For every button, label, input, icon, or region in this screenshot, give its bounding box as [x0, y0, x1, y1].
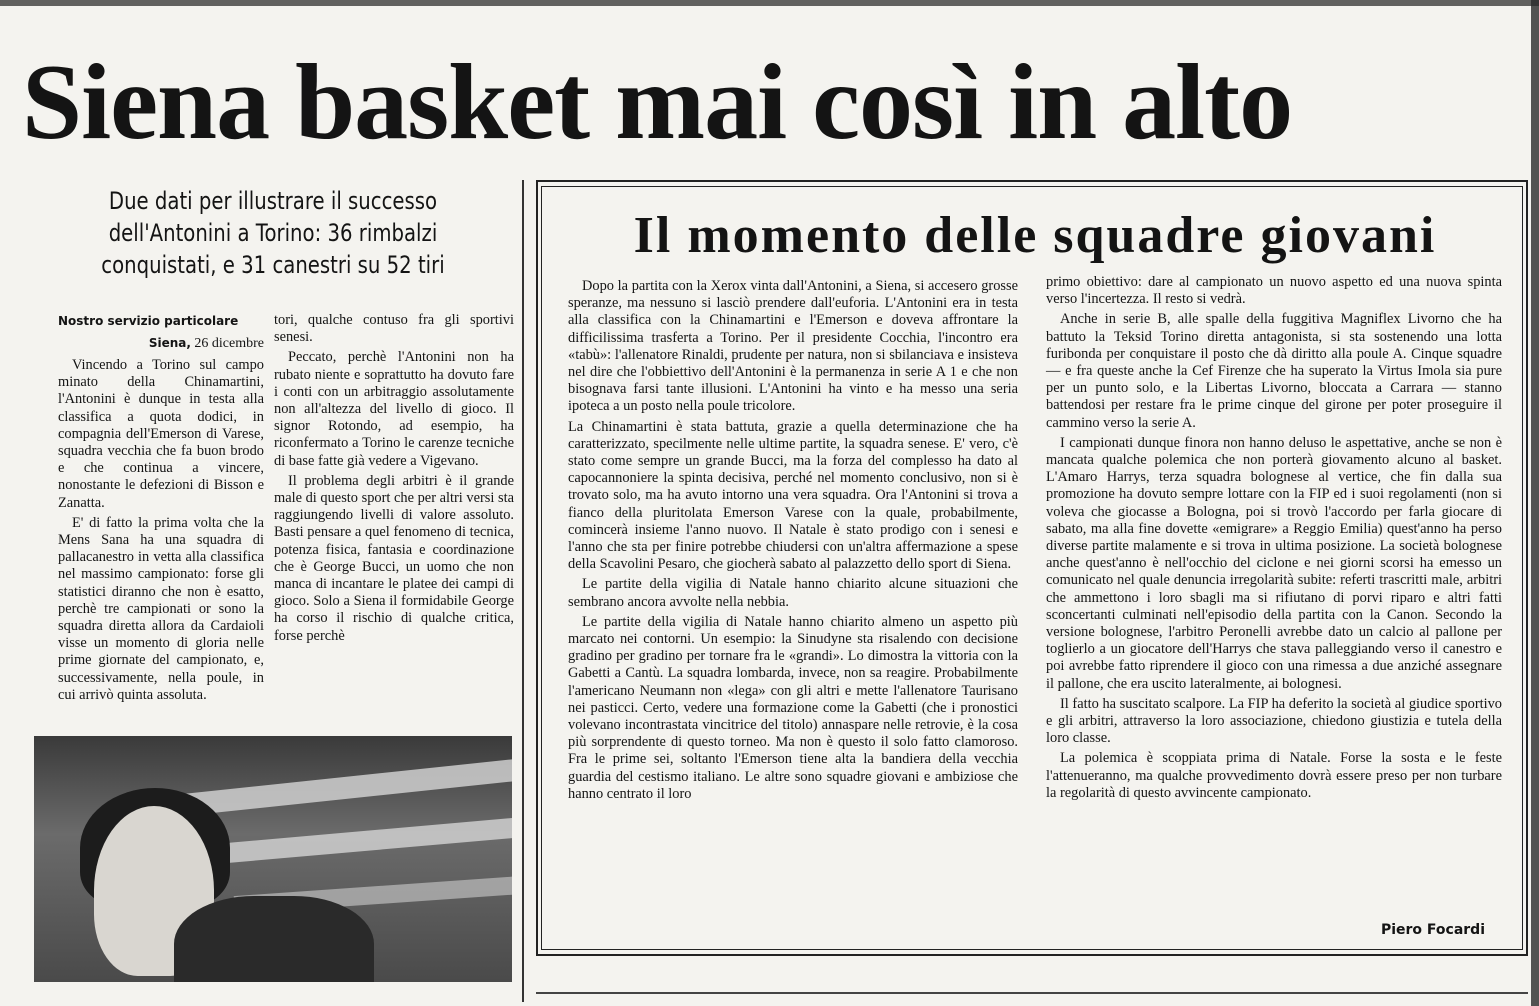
- boxed-article-column-2: [1046, 274, 1502, 805]
- paragraph: primo obiettivo: dare al campionato un nuovo aspetto ed una nuova spinta verso l'incertezza. Il resto si vedrà.: [1046, 274, 1502, 308]
- paragraph: Vincendo a Torino sul campo minato della Chinamartini, l'Antonini è dunque in testa alla classifica a quota dodici, in compagnia dell'Emerson di Varese, squadra vecchia che fa buon brodo e che continua a vincere, nonostante le defezioni di Bisson e Zanatta.: [58, 357, 264, 511]
- dateline-date: 26 dicembre: [194, 336, 264, 351]
- dateline-place: Siena,: [148, 336, 191, 350]
- paragraph: Le partite della vigilia di Natale hanno chiarito almeno un aspetto più marcato nei contorni. Un esempio: la Sinudyne sta risalendo con decisione gradino per gradino per tornare fra le «grandi». Lo dimostra la vittoria con la Gabetti a Cantù. La squadra lombarda, invece, non sa reagire. Probabilmente l'americano Neumann non «lega» con gli altri e mette l'allenatore Taurisano nei pasticci. Certo, vedere una formazione come la Gabetti (che i pronostici volevano incontrastata vincitrice del titolo) annaspare nelle retrovie, è la cosa più sorprendente di questo torneo. Ma non è questo il solo fatto clamoroso. Fra le prime sei, soltanto l'Emerson tiene alta la bandiera della vecchia guardia del cestismo italiano. Le altre sono squadre giovani e ambiziose che hanno centrato il loro: [568, 613, 1018, 802]
- bottom-rule: [536, 992, 1528, 994]
- page-edge: [1531, 0, 1539, 1006]
- left-article-column-2: [274, 312, 514, 648]
- paragraph: Peccato, perchè l'Antonini non ha rubato niente e soprattutto ha dovuto fare i conti con un arbitraggio assolutamente non all'altezza del livello di gioco. Il signor Rotondo, ad esempio, ha riconfermato a Torino le carenze tecniche di base fatte già vedere a Vigevano.: [274, 349, 514, 469]
- paragraph: Il problema degli arbitri è il grande male di questo sport che per altri versi sta raggiungendo livelli di valore assoluto. Basti pensare a quel fenomeno di tecnica, potenza fisica, fantasia e coordinazione che è George Bucci, un uomo che non manca di incantare le platee dei campi di gioco. Solo a Siena il formidabile George ha corso il rischio di qualche critica, forse perchè: [274, 472, 514, 644]
- column-divider: [522, 180, 524, 1002]
- paragraph: I campionati dunque finora non hanno deluso le aspettative, anche se non è mancata qualche polemica che non porterà giovamento alcuno al basket. L'Amaro Harrys, terza squadra bolognese al vertice, che fin dalla sua promozione ha dovuto sempre lottare con la FIP ed i suoi regolamenti (non si voleva che giocasse a Bologna, poi si trovò l'accordo per farla giocare di sabato, ma alla fine dovette «emigrare» a Reggio Emilia) quest'anno ha perso diverse partite malamente e si trova in ultima posizione. La società bolognese anche quest'anno è nell'occhio del ciclone e nei giorni scorsi ha emesso un comunicato nel quale denuncia irregolarità subite: referti trascritti male, arbitri che ammettono i loro sbagli ma si rifiutano di porvi riparo e altri fatti sconcertanti culminati nell'episodio della partita con la Canon. Secondo la versione bolognese, l'arbitro Peronelli avrebbe dato un calcio al pallone per toglierlo a un giocatore dell'Harrys che stava palleggiando verso il canestro e poi avrebbe fatto riprendere il gioco con una rimessa a due anziché assegnare il pallone, che era uscito lateralmente, ai bolognesi.: [1046, 434, 1502, 692]
- top-rule: [0, 0, 1539, 6]
- author-signature: Piero Focardi: [1380, 922, 1485, 938]
- paragraph: tori, qualche contuso fra gli sportivi senesi.: [274, 312, 514, 346]
- subheadline: Due dati per illustrare il successo dell'Antonini a Torino: 36 rimbalzi conquistati, e 31 canestri su 52 tiri: [101, 187, 445, 279]
- paragraph: La polemica è scoppiata prima di Natale. Forse la sosta e le feste l'attenueranno, ma qualche provvedimento dovrà essere preso per non turbare la regolarità di questo avvincente campionato.: [1046, 750, 1502, 801]
- paragraph: E' di fatto la prima volta che la Mens Sana ha una squadra di pallacanestro in vetta alla classifica nel massimo campionato: forse gli statistici diranno che non è esatto, perchè tre campionati or sono la squadra diretta allora da Cardaioli visse un momento di gloria nelle prime giornate del campionato, e, successivamente, nella poule, in cui arrivò quinta assoluta.: [58, 514, 264, 703]
- paragraph: La Chinamartini è stata battuta, grazie a quella determinazione che ha caratterizzato, specilmente nelle ultime partite, la squadra senese. E' vero, c'è stato come sempre un grande Bucci, ma la forza del complesso ha dato al capocannoniere la spinta decisiva, perché nel momento conclusivo, non si è trovato solo, ma ha avuto intorno una vera squadra. Ora l'Antonini si trova a fianco della pluritolata Emerson Varese con la quale, probabilmente, comincerà insieme l'anno nuovo. Il Natale è stato prodigo con i senesi e l'anno che sta per finire potrebbe chiudersi con un'altra affermazione a spese della Scavolini Pesaro, che giocherà sabato al palazzetto dello sport di Siena.: [568, 418, 1018, 573]
- headline: Siena basket mai così in alto: [22, 43, 1293, 162]
- dateline: [58, 333, 264, 354]
- basketball-player-photo: [34, 736, 512, 982]
- paragraph: Dopo la partita con la Xerox vinta dall'Antonini, a Siena, si accesero grosse speranze, ma nessuno si lasciò prendere dall'euforia. L'Antonini era in testa alla classifica con la Chinamartini e l'Emerson e doveva affrontare la difficilissima trasferta a Torino. Per il presidente Cocchia, l'incontro era «tabù»: l'allenatore Rinaldi, prudente per natura, non si sbilanciava e insisteva nel dire che l'obbiettivo dell'Antonini è la permanenza in serie A 1 e che non bisognava farsi tante illusioni. L'Antonini ha vinto e ha messo una seria ipoteca a un posto nella poule tricolore.: [568, 278, 1018, 415]
- boxed-article-title: Il momento delle squadre giovani: [633, 207, 1437, 264]
- boxed-article-column-1: [568, 278, 1018, 806]
- paragraph: Il fatto ha suscitato scalpore. La FIP ha deferito la società al giudice sportivo e gli arbitri, attraverso la loro associazione, chiedono giustizia e tutela della loro classe.: [1046, 695, 1502, 747]
- left-article-column-1: [58, 312, 264, 707]
- service-credit: Nostro servizio particolare: [58, 314, 239, 328]
- paragraph: Anche in serie B, alle spalle della fuggitiva Magniflex Livorno che ha battuto la Teksid Torino diretta antagonista, si sta sostenendo una lotta furibonda per conquistare il posto che dà diritto alla poule A. Cinque squadre — e fra queste anche la Cef Firenze che ha superato la Virtus Imola sia pure per un punto solo, e la Libertas Livorno, bloccata a Carrara — stanno battendosi per restare fra le prime cinque del girone per poter proseguire il cammino verso la serie A.: [1046, 311, 1502, 431]
- paragraph: Le partite della vigilia di Natale hanno chiarito alcune situazioni che sembrano ancora avvolte nella nebbia.: [568, 576, 1018, 610]
